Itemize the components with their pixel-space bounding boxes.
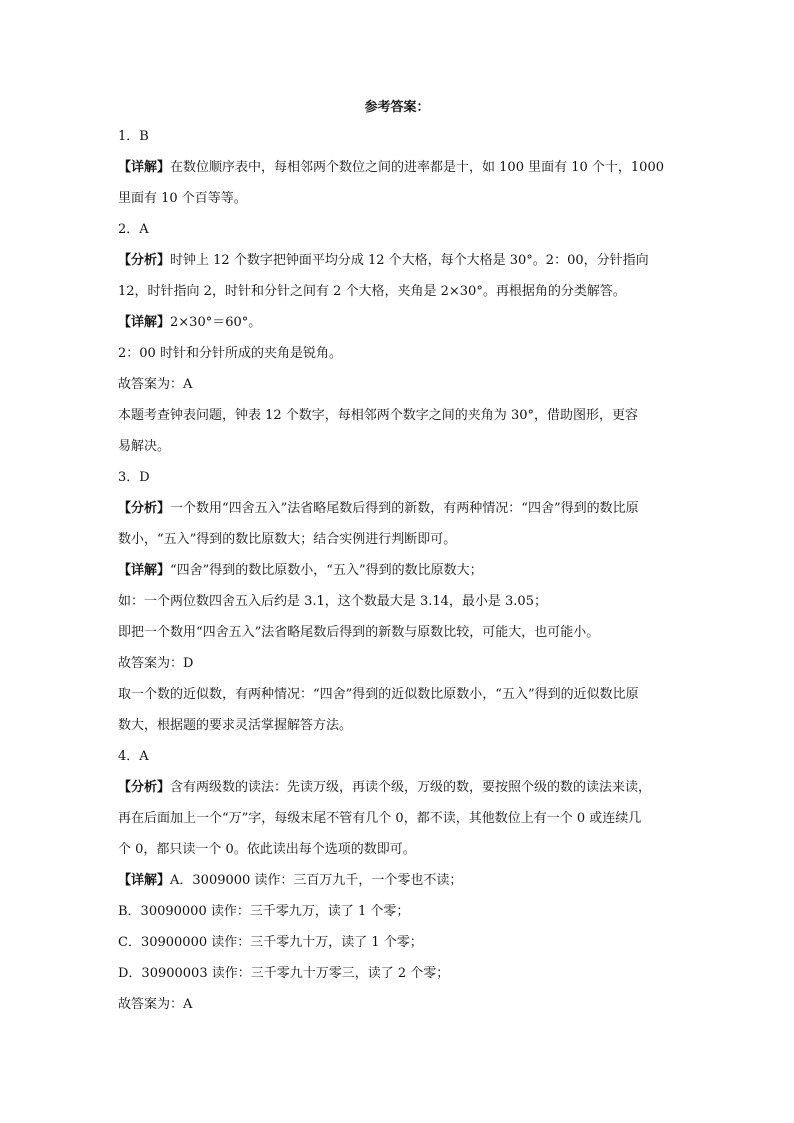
text-line xyxy=(118,772,678,803)
text-line xyxy=(118,338,678,369)
answer-content xyxy=(118,121,678,1020)
line-text: 易解决。 xyxy=(118,439,171,454)
line-text: 2．A xyxy=(118,222,149,237)
text-line xyxy=(118,834,678,865)
line-text: 1．B xyxy=(118,129,149,144)
text-line xyxy=(118,307,678,338)
line-text: 即把一个数用“四舍五入”法省略尾数后得到的新数与原数比较，可能大，也可能小。 xyxy=(118,625,600,640)
line-text: A．3009000 读作：三百万九千，一个零也不读； xyxy=(170,873,463,888)
text-line xyxy=(118,617,678,648)
section-tag: 【详解】 xyxy=(118,563,171,578)
line-text: 数大，根据题的要求灵活掌握解答方法。 xyxy=(118,718,353,733)
section-tag: 【分析】 xyxy=(118,780,171,795)
text-line xyxy=(118,710,678,741)
line-text: 再在后面加上一个“万”字，每级末尾不管有几个 0，都不读，其他数位上有一个 0 或连续几 xyxy=(118,811,642,826)
line-text: 如：一个两位数四舍五入后约是 3.1，这个数最大是 3.14，最小是 3.05； xyxy=(118,594,547,609)
text-line xyxy=(118,679,678,710)
text-line xyxy=(118,989,678,1020)
line-text: 里面有 10 个百等等。 xyxy=(118,191,247,206)
text-line xyxy=(118,927,678,958)
text-line xyxy=(118,493,678,524)
line-text: 一个数用“四舍五入”法省略尾数后得到的新数，有两种情况：“四舍”得到的数比原 xyxy=(170,501,639,516)
text-line xyxy=(118,586,678,617)
section-tag: 【详解】 xyxy=(118,873,171,888)
section-tag: 【详解】 xyxy=(118,160,171,175)
line-text: 2：00 时针和分针所成的夹角是锐角。 xyxy=(118,346,342,361)
line-text: 时钟上 12 个数字把钟面平均分成 12 个大格，每个大格是 30°。2：00，分针指向 xyxy=(170,253,649,268)
page-title: 参考答案： xyxy=(364,100,430,115)
text-line xyxy=(118,648,678,679)
text-line xyxy=(118,803,678,834)
text-line xyxy=(118,400,678,431)
line-text: 取一个数的近似数，有两种情况：“四舍”得到的近似数比原数小，“五入”得到的近似数比原 xyxy=(118,687,639,702)
line-text: 2×30°＝60°。 xyxy=(170,315,262,330)
text-line xyxy=(118,958,678,989)
line-text: 故答案为：D xyxy=(118,656,194,671)
text-line xyxy=(118,741,678,772)
line-text: D．30900003 读作：三千零九十万零三，读了 2 个零； xyxy=(118,966,450,981)
line-text: 故答案为：A xyxy=(118,997,193,1012)
text-line xyxy=(118,865,678,896)
line-text: 3．D xyxy=(118,470,150,485)
section-tag: 【分析】 xyxy=(118,501,171,516)
line-text: 含有两级数的读法：先读万级，再读个级，万级的数，要按照个级的数的读法来读， xyxy=(170,780,652,795)
line-text: 本题考查钟表问题，钟表 12 个数字，每相邻两个数字之间的夹角为 30°，借助图形，更容 xyxy=(118,408,638,423)
line-text: 在数位顺序表中，每相邻两个数位之间的进率都是十，如 100 里面有 10 个十，1000 xyxy=(170,160,664,175)
text-line xyxy=(118,276,678,307)
line-text: “四舍”得到的数比原数小，“五入”得到的数比原数大； xyxy=(170,563,483,578)
text-line xyxy=(118,183,678,214)
text-line xyxy=(118,369,678,400)
line-text: 个 0，都只读一个 0。依此读出每个选项的数即可。 xyxy=(118,842,416,857)
text-line xyxy=(118,152,678,183)
section-tag: 【详解】 xyxy=(118,315,171,330)
line-text: 4．A xyxy=(118,749,149,764)
text-line xyxy=(118,245,678,276)
line-text: B．30090000 读作：三千零九万，读了 1 个零； xyxy=(118,904,410,919)
text-line xyxy=(118,121,678,152)
section-tag: 【分析】 xyxy=(118,253,171,268)
text-line xyxy=(118,431,678,462)
text-line xyxy=(118,896,678,927)
text-line xyxy=(118,555,678,586)
text-line xyxy=(118,462,678,493)
line-text: 数小，“五入”得到的数比原数大；结合实例进行判断即可。 xyxy=(118,532,457,547)
line-text: 12，时针指向 2，时针和分针之间有 2 个大格，夹角是 2×30°。再根据角的分类解答。 xyxy=(118,284,626,299)
text-line xyxy=(118,214,678,245)
text-line xyxy=(118,524,678,555)
line-text: 故答案为：A xyxy=(118,377,193,392)
line-text: C．30900000 读作：三千零九十万，读了 1 个零； xyxy=(118,935,423,950)
